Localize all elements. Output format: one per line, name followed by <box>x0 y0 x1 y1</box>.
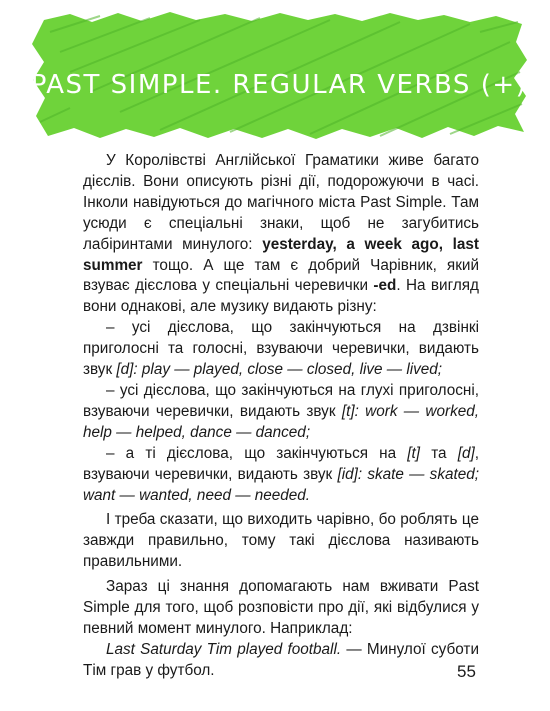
sound-d: [d] <box>457 444 475 462</box>
sound-t: [t] <box>407 444 421 462</box>
text-span: – усі дієслова, що закінчуються на дзвінкі приголосні та голосні, взуваючи черевички, видають звук <box>83 319 479 379</box>
time-markers: yesterday, a week ago, last summer <box>83 235 479 274</box>
example-translation: — Минулої суботи Тім грав у футбол. <box>83 640 479 679</box>
paragraph-usage <box>83 577 479 640</box>
page-title: PAST SIMPLE. REGULAR VERBS (+) <box>30 70 528 100</box>
examples-d: [d]: play — played, close — closed, live — lived; <box>116 361 443 379</box>
text-span: . На вигляд вони однакові, але музику видають різну: <box>83 277 479 316</box>
text-span: , взуваючи черевички, видають звук <box>83 444 479 483</box>
text-span: – усі дієслова, що закінчуються на глухі приголосні, взуваючи черевички, видають звук <box>83 381 479 420</box>
body-text <box>83 151 479 682</box>
text-span: Зараз ці знання допомагають нам вживати Past Simple для того, щоб розповісти про дії, які відбулися у певний момент минулого. Наприклад: <box>83 578 479 637</box>
paragraph-rule-t <box>83 381 479 444</box>
title-banner <box>30 12 528 140</box>
paragraph-rule-id <box>83 444 479 507</box>
text-span: тощо. А ще там є добрий Чарівник, який взуває дієслова у спеціальні черевички <box>83 256 479 295</box>
text-span: та <box>420 444 458 462</box>
text-span: У Королівстві Англійської Граматики живе багато дієслів. Вони описують різні дії, подорожуючи в часі. Інколи навідуються до магічного міста Past Simple. Там усюди є спеціальні знаки, щоб не загубитись лабіринтами минулого: <box>83 152 479 253</box>
text-span: – а ті дієслова, що закінчуються на <box>106 444 408 462</box>
text-span: І треба сказати, що виходить чарівно, бо роблять це завжди правильно, тому такі дієслова називають правильними. <box>83 511 479 571</box>
ed-suffix: -ed <box>373 277 397 295</box>
examples-id: [id]: skate — skated; want — wanted, need — needed. <box>83 465 479 504</box>
example-sentence: Last Saturday Tim played football. <box>106 640 342 658</box>
paragraph-rule-d <box>83 318 479 381</box>
examples-t: [t]: work — worked, help — helped, dance — danced; <box>83 402 479 441</box>
paragraph-example <box>83 640 479 682</box>
page-number: 55 <box>457 662 476 681</box>
paragraph-intro <box>83 151 479 318</box>
paragraph-magic <box>83 510 479 573</box>
